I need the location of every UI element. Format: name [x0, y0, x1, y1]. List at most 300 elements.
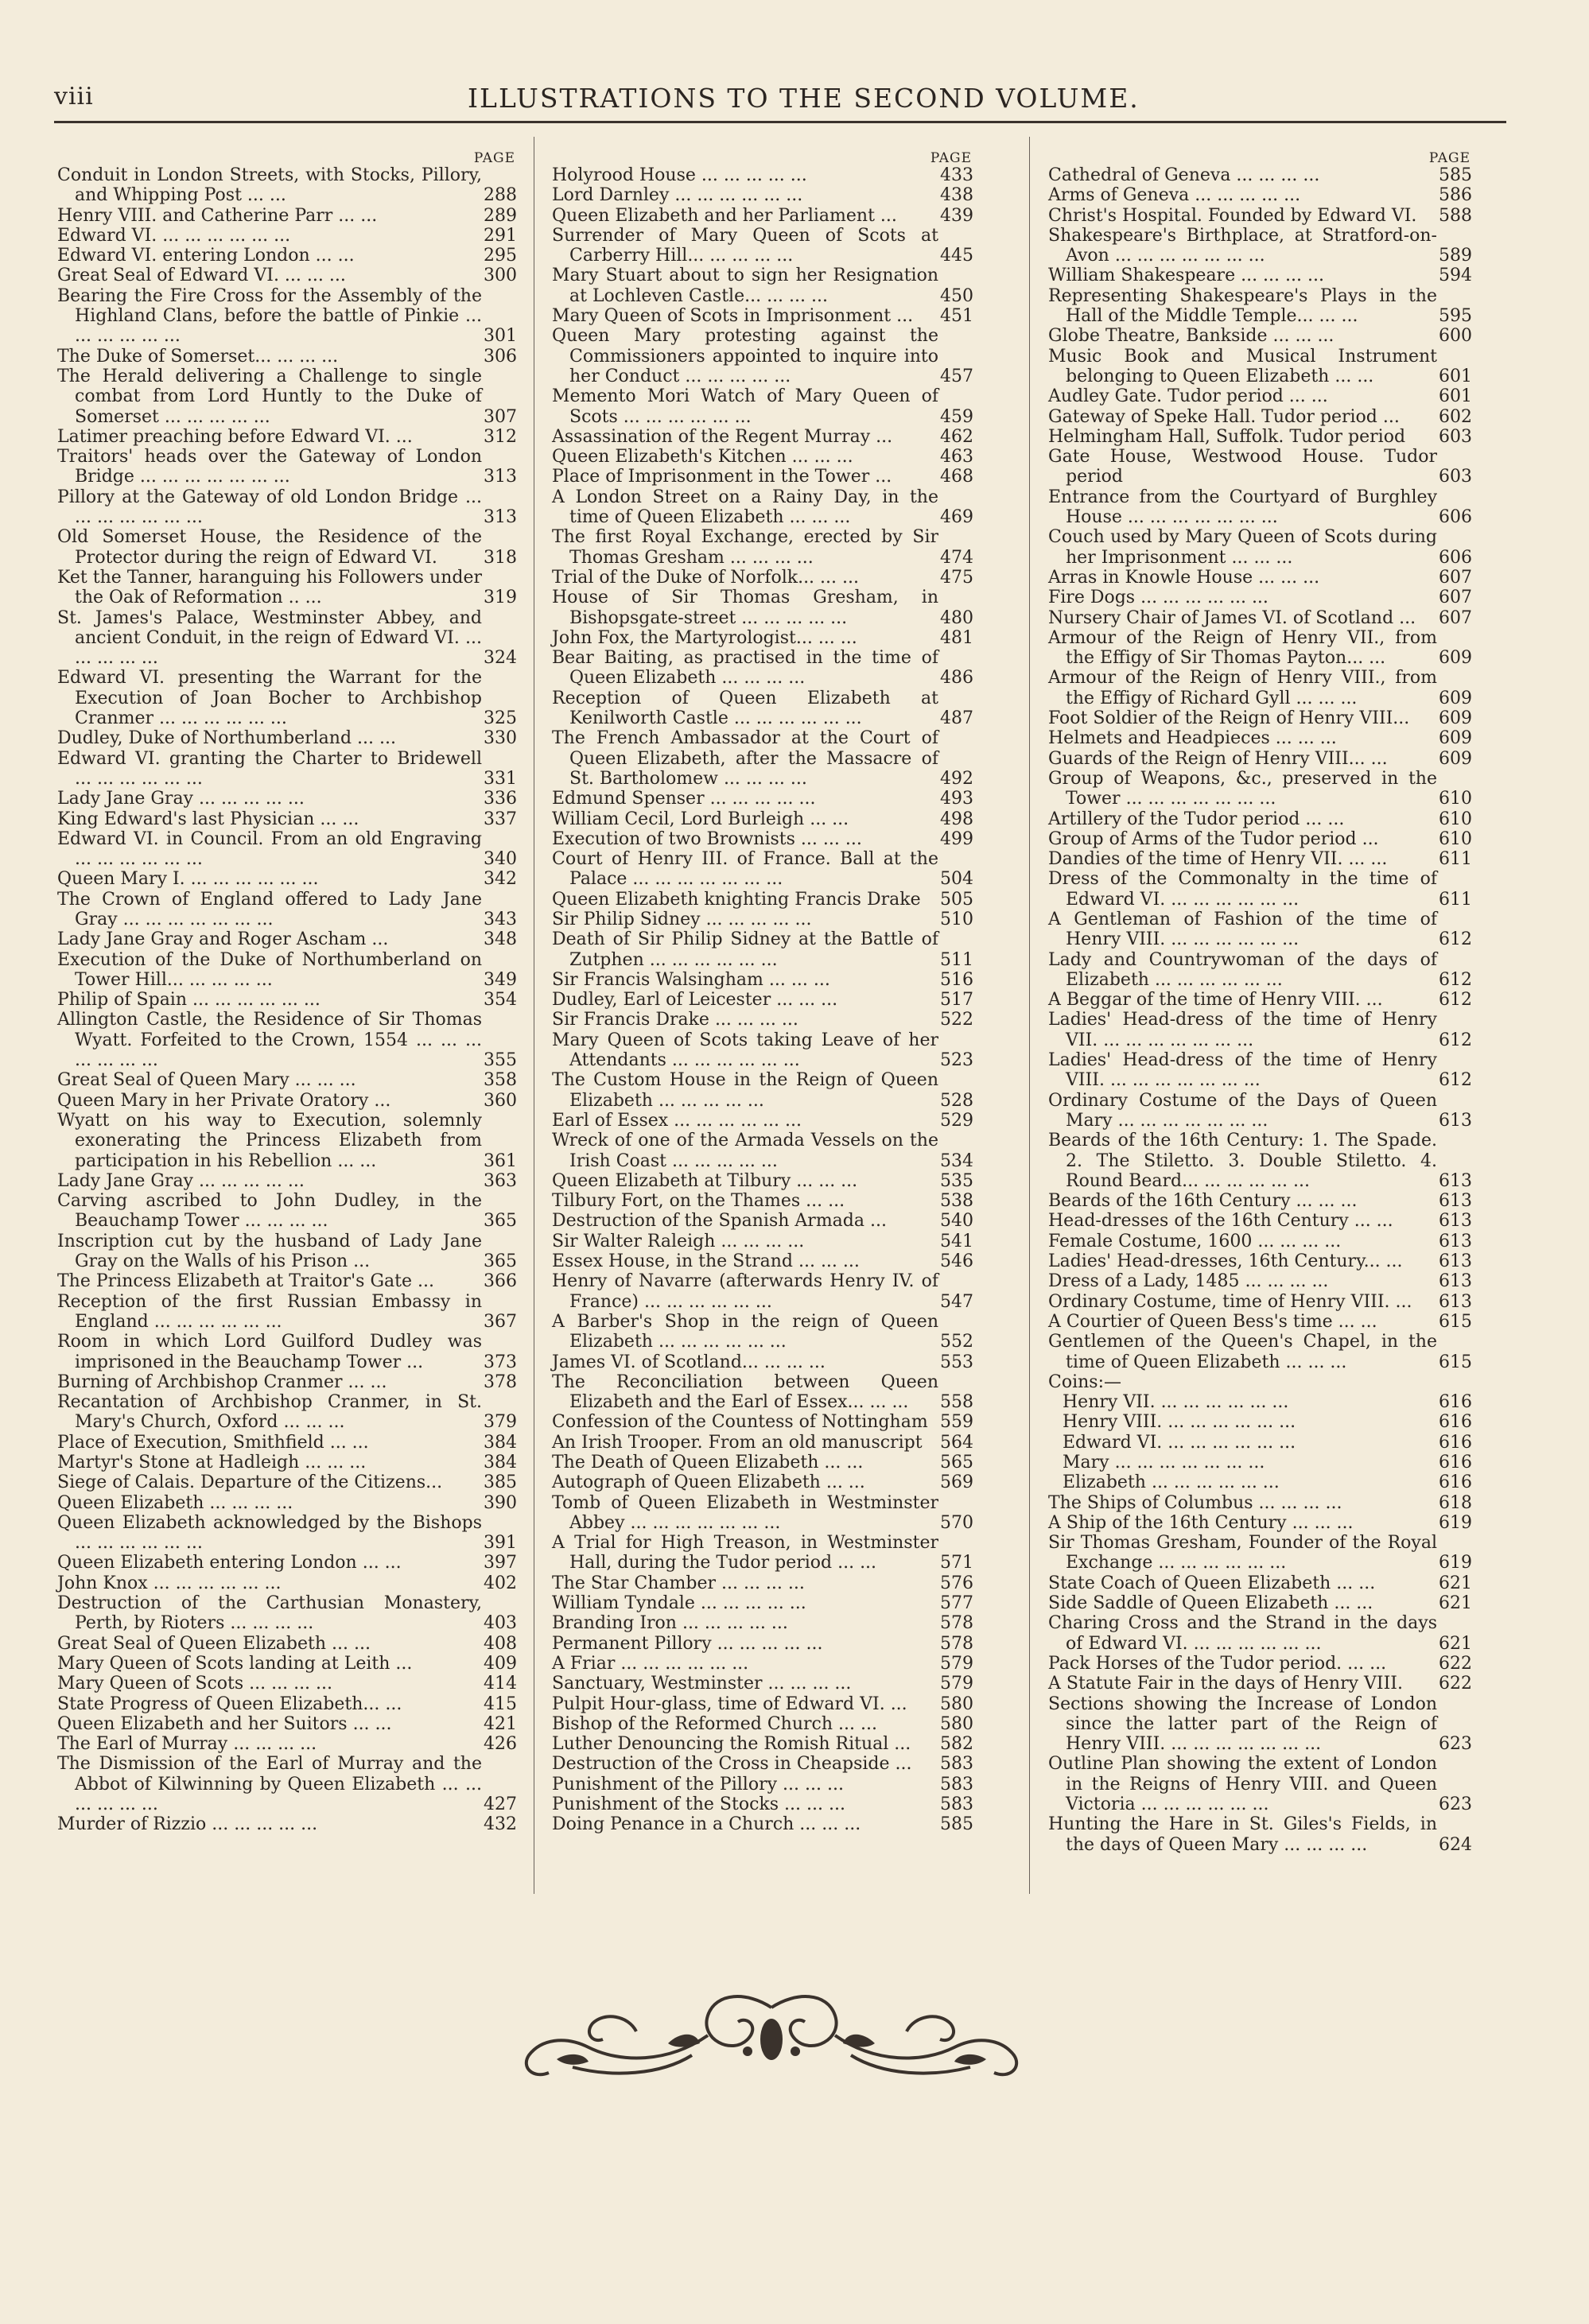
entry-page-number: 589	[1439, 246, 1472, 266]
index-entry	[552, 427, 973, 447]
entry-page-number: 553	[940, 1352, 973, 1372]
entry-title: A Trial for High Treason, in Westminster Hall, during the Tudor period ... ...	[552, 1533, 938, 1573]
index-entry	[57, 1232, 517, 1272]
index-entry	[57, 1593, 517, 1634]
entry-title: Permanent Pillory ... ... ... ... ...	[552, 1633, 823, 1654]
entry-title: Lady Jane Gray ... ... ... ... ...	[57, 789, 305, 809]
index-entry	[57, 1634, 517, 1654]
index-entry	[552, 1694, 973, 1714]
entry-page-number: 602	[1439, 406, 1472, 427]
entry-title: Ket the Tanner, haranguing his Followers under the Oak of Reformation .. ...	[57, 567, 482, 608]
index-entry	[552, 929, 973, 970]
entry-title: Dudley, Earl of Leicester ... ... ...	[552, 990, 838, 1011]
index-entry	[1048, 487, 1472, 528]
entry-title: Confession of the Countess of Nottingham	[552, 1412, 928, 1433]
entry-title: Execution of two Brownists ... ... ...	[552, 828, 862, 849]
page-header	[54, 83, 1506, 119]
index-entry	[57, 367, 517, 427]
index-entry	[57, 869, 517, 889]
entry-page-number: 613	[1439, 1291, 1472, 1312]
entry-title: Destruction of the Spanish Armada ...	[552, 1211, 887, 1232]
index-entry	[57, 890, 517, 930]
index-entry	[552, 326, 973, 386]
entry-page-number: 427	[484, 1794, 517, 1815]
index-entry	[57, 1674, 517, 1694]
index-entry	[57, 226, 517, 246]
entry-title: Bear Baiting, as practised in the time of Queen Elizabeth ... ... ... ...	[552, 648, 938, 689]
entry-title: Mary ... ... ... ... ... ... ...	[1063, 1453, 1265, 1472]
entry-title: Punishment of the Pillory ... ... ...	[552, 1774, 844, 1794]
index-entry	[552, 447, 973, 467]
entry-page-number: 613	[1439, 1231, 1472, 1251]
entry-title: Ladies' Head-dress of the time of Henry VIII. ... ... ... ... ... ... ...	[1048, 1050, 1437, 1091]
entry-page-number: 365	[484, 1211, 517, 1232]
entry-page-number: 373	[484, 1352, 517, 1372]
entry-page-number: 621	[1439, 1633, 1472, 1654]
entry-title: Couch used by Mary Queen of Scots during her Imprisonment ... ... ...	[1048, 527, 1437, 568]
entry-page-number: 517	[940, 990, 973, 1011]
index-entry	[552, 527, 973, 568]
entry-page-number: 609	[1439, 748, 1472, 769]
index-entry	[57, 1513, 517, 1554]
entry-page-number: 619	[1439, 1512, 1472, 1533]
index-entry	[1048, 829, 1472, 849]
index-entry	[552, 1634, 973, 1654]
entry-title: Destruction of the Carthusian Monastery, Perth, by Rioters ... ... ... ...	[57, 1593, 482, 1634]
entry-title: Doing Penance in a Church ... ... ...	[552, 1814, 861, 1835]
entry-page-number: 534	[940, 1150, 973, 1171]
entry-title: Great Seal of Queen Elizabeth ... ...	[57, 1633, 371, 1654]
entry-page-number: 523	[940, 1050, 973, 1071]
index-entry	[552, 1814, 973, 1834]
index-entry	[57, 1191, 517, 1232]
entry-page-number: 325	[484, 708, 517, 729]
index-entry	[57, 728, 517, 748]
entry-page-number: 408	[484, 1633, 517, 1654]
entry-title: Place of Imprisonment in the Tower ...	[552, 467, 892, 487]
index-entry	[1048, 1754, 1472, 1814]
entry-page-number: 611	[1439, 849, 1472, 870]
entry-page-number: 577	[940, 1593, 973, 1614]
entry-page-number: 324	[484, 648, 517, 669]
entry-page-number: 462	[940, 426, 973, 447]
entry-page-number: 289	[484, 205, 517, 226]
entry-title: Elizabeth ... ... ... ... ... ...	[1063, 1472, 1280, 1493]
entry-title: Carving ascribed to John Dudley, in the Beauchamp Tower ... ... ... ...	[57, 1191, 482, 1232]
entry-page-number: 336	[484, 789, 517, 809]
index-entry	[552, 1111, 973, 1131]
decorative-tailpiece	[509, 1984, 1034, 2087]
entry-page-number: 613	[1439, 1170, 1472, 1191]
entry-title: Mary Queen of Scots in Imprisonment ...	[552, 306, 914, 327]
entry-page-number: 487	[940, 708, 973, 729]
index-entry	[1048, 226, 1472, 266]
index-entry	[552, 890, 973, 910]
entry-page-number: 552	[940, 1332, 973, 1352]
entry-page-number: 486	[940, 668, 973, 689]
entry-title: James VI. of Scotland... ... ... ...	[552, 1352, 826, 1372]
entry-title: Murder of Rizzio ... ... ... ... ...	[57, 1814, 318, 1835]
entry-title: Edward VI. ... ... ... ... ... ...	[57, 225, 291, 246]
page-column-label: PAGE	[930, 150, 972, 166]
entry-page-number: 615	[1439, 1352, 1472, 1372]
entry-page-number: 510	[940, 909, 973, 929]
entry-page-number: 492	[940, 768, 973, 789]
entry-title: Court of Henry III. of France. Ball at the Palace ... ... ... ... ... ... ...	[552, 849, 938, 890]
entry-page-number: 580	[940, 1713, 973, 1734]
entry-page-number: 505	[940, 889, 973, 910]
entry-page-number: 564	[940, 1432, 973, 1453]
running-title: ILLUSTRATIONS TO THE SECOND VOLUME.	[468, 83, 1140, 114]
entry-title: John Fox, the Martyrologist... ... ...	[552, 627, 857, 648]
index-entry	[552, 1412, 973, 1432]
entry-page-number: 578	[940, 1613, 973, 1634]
index-entry	[552, 1271, 973, 1312]
entry-page-number: 498	[940, 809, 973, 829]
entry-page-number: 579	[940, 1674, 973, 1694]
index-entry	[552, 568, 973, 588]
index-entry	[1048, 1573, 1472, 1593]
index-column-3	[1048, 151, 1472, 1855]
entry-page-number: 607	[1439, 588, 1472, 608]
entry-page-number: 433	[940, 165, 973, 185]
entry-title: Cathedral of Geneva ... ... ... ...	[1048, 165, 1320, 185]
entry-title: Music Book and Musical Instrument belonging to Queen Elizabeth ... ...	[1048, 346, 1437, 386]
entry-title: The Ships of Columbus ... ... ... ...	[1048, 1492, 1342, 1513]
index-entry	[552, 266, 973, 306]
entry-title: The Death of Queen Elizabeth ... ...	[552, 1453, 864, 1472]
index-entry	[1048, 1533, 1472, 1573]
entry-title: Martyr's Stone at Hadleigh ... ... ...	[57, 1453, 367, 1472]
entry-title: Wreck of one of the Armada Vessels on the Irish Coast ... ... ... ... ...	[552, 1131, 938, 1171]
entry-page-number: 618	[1439, 1492, 1472, 1513]
entry-title: Nursery Chair of James VI. of Scotland ...	[1048, 607, 1416, 628]
entry-page-number: 360	[484, 1090, 517, 1111]
index-entry	[552, 990, 973, 1010]
index-column-2	[552, 151, 973, 1835]
entry-title: Beards of the 16th Century: 1. The Spade. 2. The Stiletto. 3. Double Stiletto. 4. Round Beard... ... ... ... ... ...	[1048, 1131, 1437, 1191]
entry-title: The Duke of Somerset... ... ... ...	[57, 346, 339, 367]
entry-title: Armour of the Reign of Henry VII., from the Effigy of Sir Thomas Payton... ...	[1048, 627, 1437, 669]
index-entry	[1048, 668, 1472, 708]
entry-page-number: 355	[484, 1050, 517, 1071]
entry-title: A Ship of the 16th Century ... ... ...	[1048, 1512, 1354, 1533]
entry-page-number: 481	[940, 627, 973, 648]
entry-title: St. James's Palace, Westminster Abbey, and ancient Conduit, in the reign of Edward VI. ... ... ... ... ...	[57, 607, 482, 669]
entry-page-number: 535	[940, 1170, 973, 1191]
entry-page-number: 580	[940, 1694, 973, 1714]
entry-title: State Progress of Queen Elizabeth... ...	[57, 1694, 402, 1714]
entry-page-number: 529	[940, 1110, 973, 1131]
entry-page-number: 307	[484, 406, 517, 427]
index-entry	[552, 226, 973, 266]
entry-title: Henry VIII. and Catherine Parr ... ...	[57, 205, 378, 226]
index-entry	[1048, 1251, 1472, 1271]
entry-title: William Cecil, Lord Burleigh ... ...	[552, 809, 849, 829]
index-column-1	[57, 151, 517, 1835]
index-entry	[552, 1211, 973, 1231]
entry-page-number: 583	[940, 1754, 973, 1775]
entry-page-number: 291	[484, 225, 517, 246]
entry-title: Burning of Archbishop Cranmer ... ...	[57, 1372, 387, 1392]
entry-title: Earl of Essex ... ... ... ... ... ...	[552, 1110, 802, 1131]
entry-title: Place of Execution, Smithfield ... ...	[57, 1432, 369, 1453]
index-entry	[1048, 950, 1472, 991]
entry-title: Bishop of the Reformed Church ... ...	[552, 1713, 877, 1734]
entry-page-number: 313	[484, 507, 517, 528]
entry-page-number: 438	[940, 185, 973, 206]
index-entry	[552, 728, 973, 789]
entry-title: Dress of a Lady, 1485 ... ... ... ...	[1048, 1271, 1329, 1292]
entry-title: Queen Elizabeth at Tilbury ... ... ...	[552, 1170, 858, 1191]
entry-page-number: 585	[940, 1814, 973, 1835]
index-entry	[552, 386, 973, 427]
entry-page-number: 475	[940, 567, 973, 588]
entry-title: Mary Queen of Scots landing at Leith ...	[57, 1653, 413, 1674]
entry-title: Siege of Calais. Departure of the Citizens...	[57, 1472, 443, 1493]
index-entry	[552, 1654, 973, 1674]
index-entry	[552, 1573, 973, 1593]
entry-page-number: 611	[1439, 889, 1472, 910]
index-entry	[1048, 1513, 1472, 1533]
entry-title: A Courtier of Queen Bess's time ... ...	[1048, 1311, 1377, 1332]
entry-page-number: 583	[940, 1794, 973, 1815]
index-entry	[57, 1553, 517, 1573]
entry-page-number: 306	[484, 346, 517, 367]
index-entry	[552, 789, 973, 809]
index-entry	[552, 467, 973, 487]
entry-title: Lady and Countrywoman of the days of Elizabeth ... ... ... ... ... ...	[1048, 949, 1437, 990]
index-entry	[1048, 769, 1472, 809]
index-entry	[1048, 1332, 1472, 1372]
index-entry	[552, 1030, 973, 1071]
entry-page-number: 558	[940, 1392, 973, 1413]
index-entry	[1048, 1010, 1472, 1050]
index-entry	[1048, 1392, 1472, 1412]
index-entry	[1048, 1694, 1472, 1755]
index-entry	[552, 628, 973, 648]
entry-title: A London Street on a Rainy Day, in the time of Queen Elizabeth ... ... ...	[552, 487, 938, 528]
entry-title: King Edward's last Physician ... ...	[57, 809, 359, 829]
entry-page-number: 622	[1439, 1653, 1472, 1674]
entry-page-number: 616	[1439, 1453, 1472, 1472]
index-entry	[1048, 728, 1472, 748]
entry-page-number: 331	[484, 768, 517, 789]
index-entry	[57, 427, 517, 447]
entry-title: Arms of Geneva ... ... ... ... ...	[1048, 185, 1301, 206]
entry-title: Coins:—	[1048, 1372, 1121, 1392]
entry-page-number: 384	[484, 1453, 517, 1472]
index-entry	[552, 1131, 973, 1171]
entry-title: Philip of Spain ... ... ... ... ... ...	[57, 990, 321, 1011]
entry-title: Allington Castle, the Residence of Sir Thomas Wyatt. Forfeited to the Crown, 1554 ... ... ... ... ... ... ...	[57, 1010, 482, 1071]
entry-page-number: 606	[1439, 547, 1472, 568]
index-entry	[1048, 1453, 1472, 1472]
index-entry	[57, 447, 517, 487]
entry-title: Pulpit Hour-glass, time of Edward VI. ...	[552, 1694, 907, 1714]
index-entry	[57, 206, 517, 226]
entry-title: Ordinary Costume of the Days of Queen Mary ... ... ... ... ... ... ...	[1048, 1090, 1437, 1131]
entry-page-number: 403	[484, 1613, 517, 1634]
entry-title: A Barber's Shop in the reign of Queen Elizabeth ... ... ... ... ... ...	[552, 1311, 938, 1352]
entry-page-number: 601	[1439, 366, 1472, 386]
index-entry	[1048, 1372, 1472, 1392]
entry-page-number: 318	[484, 547, 517, 568]
entry-title: John Knox ... ... ... ... ... ...	[57, 1573, 282, 1593]
entry-page-number: 612	[1439, 990, 1472, 1011]
entry-title: Arras in Knowle House ... ... ...	[1048, 567, 1320, 588]
entry-title: Christ's Hospital. Founded by Edward VI.	[1048, 205, 1417, 226]
header-rule	[54, 121, 1506, 123]
index-entry	[57, 1754, 517, 1814]
entry-title: The Custom House in the Reign of Queen Elizabeth ... ... ... ... ...	[552, 1070, 938, 1111]
index-entry	[57, 829, 517, 870]
index-entry	[57, 1372, 517, 1392]
entry-title: Helmingham Hall, Suffolk. Tudor period	[1048, 426, 1406, 447]
entry-title: Hunting the Hare in St. Giles's Fields, in the days of Queen Mary ... ... ... ...	[1048, 1814, 1437, 1855]
entry-title: Helmets and Headpieces ... ... ...	[1048, 728, 1337, 749]
entry-title: Henry VIII. ... ... ... ... ... ...	[1063, 1412, 1296, 1433]
index-entry	[552, 689, 973, 729]
index-entry	[57, 1814, 517, 1834]
entry-title: Queen Mary protesting against the Commissioners appointed to inquire into her Conduct ... ... ... ... ...	[552, 326, 938, 386]
entry-title: Death of Sir Philip Sidney at the Battle of Zutphen ... ... ... ... ... ...	[552, 929, 938, 970]
entry-title: William Shakespeare ... ... ... ...	[1048, 266, 1324, 286]
entry-page-number: 541	[940, 1231, 973, 1251]
entry-title: Execution of the Duke of Northumberland on Tower Hill... ... ... ... ...	[57, 949, 482, 990]
index-entry	[57, 1734, 517, 1754]
index-entry	[1048, 1131, 1472, 1191]
index-entry	[552, 206, 973, 226]
entry-title: Sir Philip Sidney ... ... ... ... ...	[552, 909, 812, 929]
entry-page-number: 342	[484, 869, 517, 890]
entry-page-number: 528	[940, 1090, 973, 1111]
entry-page-number: 583	[940, 1774, 973, 1794]
index-entry	[1048, 809, 1472, 829]
entry-title: Beards of the 16th Century ... ... ...	[1048, 1191, 1358, 1212]
entry-title: Edward VI. ... ... ... ... ... ...	[1063, 1432, 1296, 1453]
entry-page-number: 499	[940, 828, 973, 849]
index-entry	[57, 1010, 517, 1070]
index-entry	[552, 1734, 973, 1754]
entry-title: Bearing the Fire Cross for the Assembly of the Highland Clans, before the battle of Pinkie ... ... ... ... ... ...	[57, 285, 482, 347]
entry-title: Tomb of Queen Elizabeth in Westminster Abbey ... ... ... ... ... ... ...	[552, 1492, 938, 1533]
index-entry	[1048, 1654, 1472, 1674]
entry-page-number: 390	[484, 1492, 517, 1513]
index-entry	[552, 1714, 973, 1734]
entry-title: Dress of the Commonalty in the time of Edward VI. ... ... ... ... ... ...	[1048, 869, 1437, 910]
entry-title: Ladies' Head-dress of the time of Henry VII. ... ... ... ... ... ... ...	[1048, 1010, 1437, 1050]
entry-title: Lady Jane Gray ... ... ... ... ...	[57, 1170, 305, 1191]
index-entry	[552, 1171, 973, 1191]
entry-title: Assassination of the Regent Murray ...	[552, 426, 893, 447]
index-entry	[1048, 1232, 1472, 1251]
index-entry	[1048, 1191, 1472, 1211]
entry-title: Group of Weapons, &c., preserved in the Tower ... ... ... ... ... ... ...	[1048, 768, 1437, 809]
entry-page-number: 579	[940, 1653, 973, 1674]
entry-page-number: 343	[484, 909, 517, 929]
index-entry	[1048, 427, 1472, 447]
entry-page-number: 295	[484, 246, 517, 266]
index-entry	[57, 266, 517, 285]
entry-title: Lady Jane Gray and Roger Ascham ...	[57, 929, 389, 950]
entry-page-number: 621	[1439, 1573, 1472, 1593]
index-entry	[1048, 608, 1472, 628]
entry-title: The Crown of England offered to Lady Jane Gray ... ... ... ... ... ... ...	[57, 889, 482, 929]
entry-page-number: 474	[940, 547, 973, 568]
index-entry	[1048, 1312, 1472, 1332]
entry-page-number: 559	[940, 1412, 973, 1433]
index-entry	[57, 929, 517, 949]
entry-title: Edward VI. entering London ... ...	[57, 246, 355, 266]
entry-page-number: 384	[484, 1432, 517, 1453]
index-entry	[57, 286, 517, 347]
entry-page-number: 313	[484, 467, 517, 487]
index-entry	[1048, 1433, 1472, 1453]
entry-title: Surrender of Mary Queen of Scots at Carberry Hill... ... ... ... ...	[552, 225, 938, 266]
index-entry	[1048, 568, 1472, 588]
entry-page-number: 450	[940, 285, 973, 306]
entry-page-number: 612	[1439, 969, 1472, 990]
index-entry	[1048, 910, 1472, 950]
entry-page-number: 378	[484, 1372, 517, 1392]
entry-title: Outline Plan showing the extent of London in the Reigns of Henry VIII. and Queen Victoria ... ... ... ... ... ...	[1048, 1754, 1437, 1815]
entry-page-number: 402	[484, 1573, 517, 1593]
index-entry	[57, 1694, 517, 1714]
index-entry	[57, 1472, 517, 1492]
index-entry	[1048, 1412, 1472, 1432]
entry-page-number: 469	[940, 507, 973, 528]
entry-title: Fire Dogs ... ... ... ... ... ...	[1048, 588, 1268, 608]
entry-title: Henry of Navarre (afterwards Henry IV. of France) ... ... ... ... ... ...	[552, 1271, 938, 1312]
entry-title: Destruction of the Cross in Cheapside ...	[552, 1754, 912, 1775]
index-entry	[552, 165, 973, 185]
entry-page-number: 594	[1439, 266, 1472, 286]
index-entry	[552, 1794, 973, 1814]
entry-page-number: 367	[484, 1311, 517, 1332]
index-entry	[57, 990, 517, 1010]
entry-title: Conduit in London Streets, with Stocks, Pillory, and Whipping Post ... ...	[57, 165, 482, 206]
entry-title: Entrance from the Courtyard of Burghley House ... ... ... ... ... ... ...	[1048, 487, 1437, 528]
entry-page-number: 397	[484, 1553, 517, 1573]
index-entry	[57, 347, 517, 367]
index-entry	[1048, 527, 1472, 568]
entry-page-number: 616	[1439, 1432, 1472, 1453]
index-entry	[552, 487, 973, 528]
index-entry	[1048, 628, 1472, 669]
entry-page-number: 623	[1439, 1794, 1472, 1815]
entry-page-number: 595	[1439, 306, 1472, 327]
entry-page-number: 576	[940, 1573, 973, 1593]
index-entry	[552, 1010, 973, 1030]
entry-title: Group of Arms of the Tudor period ...	[1048, 828, 1379, 849]
entry-title: Foot Soldier of the Reign of Henry VIII...	[1048, 708, 1410, 729]
entry-page-number: 516	[940, 969, 973, 990]
entry-title: Edward VI. presenting the Warrant for the Execution of Joan Bocher to Archbishop Cranmer ... ... ... ... ... ...	[57, 668, 482, 729]
index-entry	[552, 1533, 973, 1573]
page-column-label: PAGE	[1428, 150, 1471, 166]
entry-title: Mary Stuart about to sign her Resignation at Lochleven Castle... ... ... ...	[552, 266, 938, 306]
index-entry	[57, 1493, 517, 1513]
index-entry	[552, 1070, 973, 1111]
entry-page-number: 621	[1439, 1593, 1472, 1614]
entry-title: Punishment of the Stocks ... ... ...	[552, 1794, 845, 1815]
entry-title: Henry VII. ... ... ... ... ... ...	[1063, 1392, 1289, 1413]
entry-page-number: 457	[940, 366, 973, 386]
entry-page-number: 613	[1439, 1271, 1472, 1292]
entry-title: Side Saddle of Queen Elizabeth ... ...	[1048, 1593, 1373, 1614]
entry-page-number: 330	[484, 728, 517, 749]
